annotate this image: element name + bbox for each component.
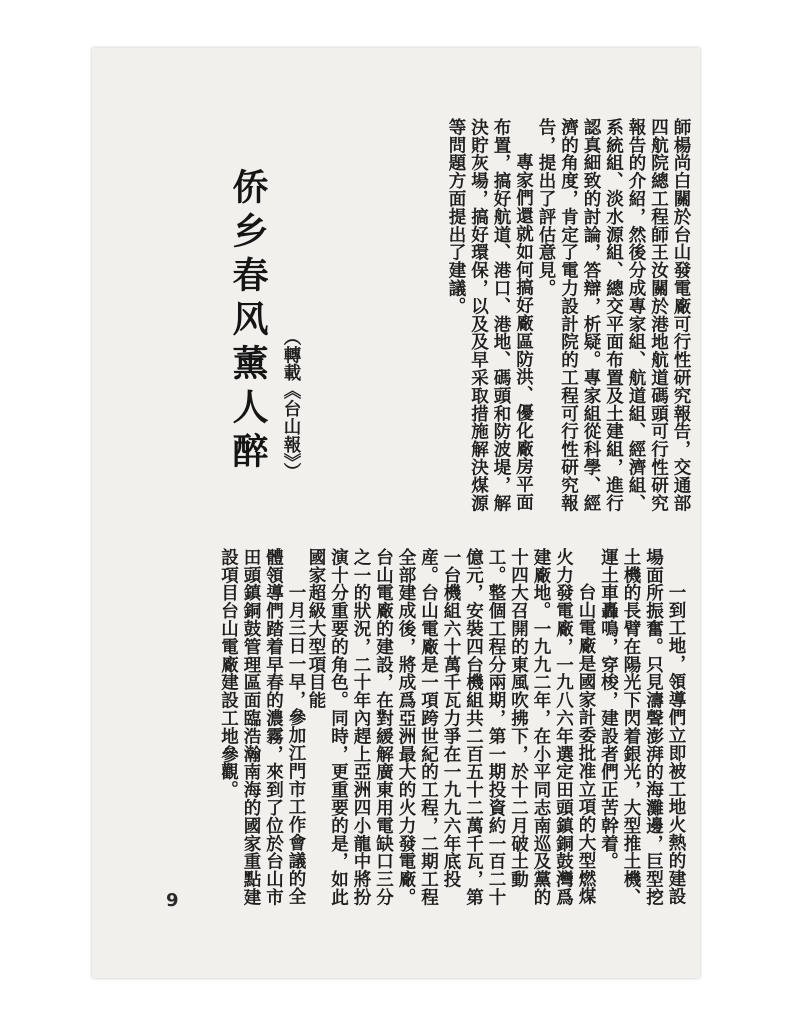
article2-paragraph-2: 一到工地，領導們立即被工地火熱的建設場面所振奮。只見濤聲澎湃的海灘邊，巨型挖土機的長臂在陽光下閃着銀光，大型推土機、運土車轟鳴，穿梭，建設者們正苦幹着。 [598, 548, 686, 906]
article-headline: 侨乡春风薰人醉 [227, 168, 268, 476]
article2-paragraph-3: 台山電廠是國家計委批准立項的大型燃煤火力發電廠，一九八六年選定田頭鎮銅鼓灣爲建廠地。一九九二年，在小平同志南巡及黨的十四大召開的東風吹拂下，於十二月破土動工。整個工程分兩期，第一期投資約一百二十億元，安裝四台機組共二百五十二萬千瓦，第一台機組六十萬千瓦力爭在一九九六年底投産。台山電廠是一項跨世紀的工程，二期工程全部建成後，將成爲亞洲最大的火力發電廠。台山電廠的建設，在對緩解廣東用電缺口三分之一的狀況，二十年內趕上亞洲四小龍中將扮演十分重要的角色。同時，更重要的是，如此國家超級大型項目能 [306, 548, 596, 906]
article2-paragraph-1: 一月三日一早，參加江門市工作會議的全體領導們踏着早春的濃霧，來到了位於台山市田頭鎮銅鼓管理區面臨浩瀚南海的國家重點建設項目台山電廠建設工地參觀。 [218, 548, 306, 906]
article2-body-left [132, 548, 307, 908]
document-page [92, 48, 700, 978]
article1-paragraph-1: 師楊尚白關於台山發電廠可行性研究報告，交通部四航院總工程師王汝關於港地航道碼頭可行性研究報告的介紹，然後分成專家組、航道組、經濟組、系統組、淡水源組、總交平面布置及土建組，進行認真細致的討論，答辯，析疑。專家組從科學、經濟的角度，肯定了電力設計院的工程可行性研究報告，提出了評估意見。 [536, 118, 691, 512]
article2-body-right [306, 548, 687, 908]
article1-source-column [142, 118, 302, 518]
article1-body [446, 118, 692, 518]
article1-paragraph-2: 專家們還就如何搞好廠區防洪、優化廠房平面布置，搞好航道、港口、港地、碼頭和防波堤，解決貯灰場，搞好環保，以及及早采取措施解決煤源等問題方面提出了建議。 [446, 118, 534, 512]
page-number: 9 [166, 890, 179, 911]
article1-source: （轉載《台山報》） [281, 328, 301, 481]
